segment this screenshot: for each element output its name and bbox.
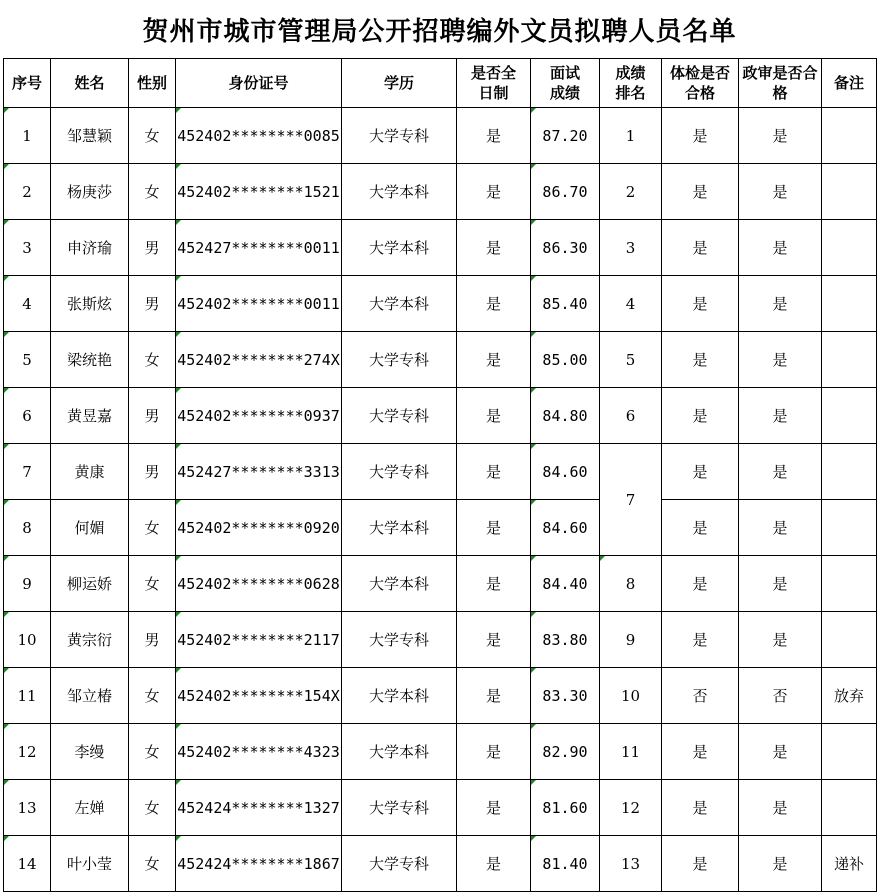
cell-note bbox=[822, 500, 877, 556]
cell-name: 梁统艳 bbox=[51, 332, 129, 388]
cell-note bbox=[822, 556, 877, 612]
cell-fulltime: 是 bbox=[457, 668, 531, 724]
cell-fulltime: 是 bbox=[457, 444, 531, 500]
cell-physical: 是 bbox=[662, 724, 739, 780]
cell-score: 82.90 bbox=[531, 724, 600, 780]
cell-note: 递补 bbox=[822, 836, 877, 892]
col-header-name: 姓名 bbox=[51, 59, 129, 108]
cell-rank: 9 bbox=[600, 612, 662, 668]
cell-gender: 女 bbox=[129, 108, 176, 164]
cell-gender: 男 bbox=[129, 220, 176, 276]
cell-political: 是 bbox=[739, 220, 822, 276]
cell-gender: 女 bbox=[129, 836, 176, 892]
cell-gender: 女 bbox=[129, 724, 176, 780]
cell-political: 是 bbox=[739, 500, 822, 556]
cell-note bbox=[822, 220, 877, 276]
cell-name: 杨庚莎 bbox=[51, 164, 129, 220]
cell-id-number: 452402********0011 bbox=[176, 276, 342, 332]
cell-id-number: 452402********4323 bbox=[176, 724, 342, 780]
cell-physical: 是 bbox=[662, 108, 739, 164]
cell-score: 81.60 bbox=[531, 780, 600, 836]
cell-score: 83.30 bbox=[531, 668, 600, 724]
cell-name: 黄康 bbox=[51, 444, 129, 500]
cell-education: 大学专科 bbox=[342, 612, 457, 668]
cell-rank: 3 bbox=[600, 220, 662, 276]
cell-note bbox=[822, 444, 877, 500]
cell-id-number: 452424********1867 bbox=[176, 836, 342, 892]
col-header-education: 学历 bbox=[342, 59, 457, 108]
cell-physical: 否 bbox=[662, 668, 739, 724]
cell-political: 是 bbox=[739, 612, 822, 668]
cell-physical: 是 bbox=[662, 836, 739, 892]
table-row bbox=[4, 668, 877, 724]
col-header-id: 身份证号 bbox=[176, 59, 342, 108]
cell-id-number: 452427********3313 bbox=[176, 444, 342, 500]
cell-score: 84.40 bbox=[531, 556, 600, 612]
table-row bbox=[4, 164, 877, 220]
cell-gender: 女 bbox=[129, 780, 176, 836]
cell-score: 81.40 bbox=[531, 836, 600, 892]
cell-education: 大学专科 bbox=[342, 444, 457, 500]
cell-rank: 13 bbox=[600, 836, 662, 892]
col-header-no: 序号 bbox=[4, 59, 51, 108]
cell-political: 是 bbox=[739, 836, 822, 892]
cell-political: 是 bbox=[739, 780, 822, 836]
cell-note bbox=[822, 332, 877, 388]
cell-education: 大学本科 bbox=[342, 500, 457, 556]
cell-no: 10 bbox=[4, 612, 51, 668]
table-body bbox=[4, 108, 877, 892]
cell-note bbox=[822, 724, 877, 780]
cell-name: 黄昱嘉 bbox=[51, 388, 129, 444]
col-header-political: 政审是否合格 bbox=[739, 59, 822, 108]
cell-score: 86.70 bbox=[531, 164, 600, 220]
cell-fulltime: 是 bbox=[457, 276, 531, 332]
cell-no: 13 bbox=[4, 780, 51, 836]
cell-fulltime: 是 bbox=[457, 612, 531, 668]
table-row bbox=[4, 780, 877, 836]
cell-no: 7 bbox=[4, 444, 51, 500]
cell-name: 左婵 bbox=[51, 780, 129, 836]
cell-rank: 7 bbox=[600, 444, 662, 556]
cell-physical: 是 bbox=[662, 780, 739, 836]
cell-political: 是 bbox=[739, 556, 822, 612]
cell-note bbox=[822, 276, 877, 332]
cell-rank: 8 bbox=[600, 556, 662, 612]
cell-rank: 11 bbox=[600, 724, 662, 780]
cell-fulltime: 是 bbox=[457, 556, 531, 612]
col-header-rank: 成绩排名 bbox=[600, 59, 662, 108]
cell-name: 叶小莹 bbox=[51, 836, 129, 892]
cell-score: 84.60 bbox=[531, 500, 600, 556]
cell-fulltime: 是 bbox=[457, 108, 531, 164]
cell-gender: 男 bbox=[129, 612, 176, 668]
cell-name: 申济瑜 bbox=[51, 220, 129, 276]
cell-score: 87.20 bbox=[531, 108, 600, 164]
cell-fulltime: 是 bbox=[457, 724, 531, 780]
cell-no: 9 bbox=[4, 556, 51, 612]
cell-gender: 女 bbox=[129, 556, 176, 612]
cell-no: 11 bbox=[4, 668, 51, 724]
cell-no: 1 bbox=[4, 108, 51, 164]
col-header-score: 面试成绩 bbox=[531, 59, 600, 108]
cell-id-number: 452402********2117 bbox=[176, 612, 342, 668]
candidate-table bbox=[3, 58, 877, 892]
table-row bbox=[4, 556, 877, 612]
cell-physical: 是 bbox=[662, 220, 739, 276]
col-header-note: 备注 bbox=[822, 59, 877, 108]
cell-id-number: 452427********0011 bbox=[176, 220, 342, 276]
cell-education: 大学本科 bbox=[342, 220, 457, 276]
table-row bbox=[4, 444, 877, 500]
cell-fulltime: 是 bbox=[457, 164, 531, 220]
cell-score: 83.80 bbox=[531, 612, 600, 668]
cell-education: 大学本科 bbox=[342, 276, 457, 332]
cell-physical: 是 bbox=[662, 388, 739, 444]
cell-gender: 男 bbox=[129, 388, 176, 444]
cell-rank: 5 bbox=[600, 332, 662, 388]
cell-gender: 女 bbox=[129, 332, 176, 388]
cell-no: 8 bbox=[4, 500, 51, 556]
cell-rank: 6 bbox=[600, 388, 662, 444]
cell-fulltime: 是 bbox=[457, 836, 531, 892]
cell-note bbox=[822, 108, 877, 164]
cell-rank: 12 bbox=[600, 780, 662, 836]
cell-gender: 男 bbox=[129, 276, 176, 332]
cell-id-number: 452402********0937 bbox=[176, 388, 342, 444]
cell-physical: 是 bbox=[662, 556, 739, 612]
cell-political: 是 bbox=[739, 388, 822, 444]
cell-education: 大学专科 bbox=[342, 780, 457, 836]
cell-education: 大学本科 bbox=[342, 668, 457, 724]
table-row bbox=[4, 332, 877, 388]
cell-name: 黄宗衍 bbox=[51, 612, 129, 668]
cell-no: 2 bbox=[4, 164, 51, 220]
cell-name: 邹慧颖 bbox=[51, 108, 129, 164]
cell-no: 6 bbox=[4, 388, 51, 444]
cell-note bbox=[822, 164, 877, 220]
cell-political: 否 bbox=[739, 668, 822, 724]
cell-score: 84.60 bbox=[531, 444, 600, 500]
cell-education: 大学本科 bbox=[342, 164, 457, 220]
cell-physical: 是 bbox=[662, 444, 739, 500]
cell-fulltime: 是 bbox=[457, 500, 531, 556]
cell-score: 85.40 bbox=[531, 276, 600, 332]
cell-physical: 是 bbox=[662, 332, 739, 388]
cell-political: 是 bbox=[739, 444, 822, 500]
cell-education: 大学本科 bbox=[342, 724, 457, 780]
col-header-fulltime: 是否全日制 bbox=[457, 59, 531, 108]
cell-fulltime: 是 bbox=[457, 388, 531, 444]
cell-education: 大学本科 bbox=[342, 556, 457, 612]
cell-name: 张斯炫 bbox=[51, 276, 129, 332]
col-header-physical: 体检是否合格 bbox=[662, 59, 739, 108]
cell-score: 86.30 bbox=[531, 220, 600, 276]
cell-fulltime: 是 bbox=[457, 332, 531, 388]
cell-physical: 是 bbox=[662, 164, 739, 220]
cell-political: 是 bbox=[739, 108, 822, 164]
cell-id-number: 452402********1521 bbox=[176, 164, 342, 220]
cell-id-number: 452424********1327 bbox=[176, 780, 342, 836]
cell-rank: 1 bbox=[600, 108, 662, 164]
cell-political: 是 bbox=[739, 276, 822, 332]
cell-political: 是 bbox=[739, 724, 822, 780]
cell-score: 85.00 bbox=[531, 332, 600, 388]
cell-id-number: 452402********0085 bbox=[176, 108, 342, 164]
table-row bbox=[4, 500, 877, 556]
cell-name: 李缦 bbox=[51, 724, 129, 780]
cell-physical: 是 bbox=[662, 612, 739, 668]
col-header-gender: 性别 bbox=[129, 59, 176, 108]
cell-gender: 女 bbox=[129, 500, 176, 556]
table-row bbox=[4, 612, 877, 668]
cell-name: 邹立椿 bbox=[51, 668, 129, 724]
cell-id-number: 452402********0628 bbox=[176, 556, 342, 612]
cell-no: 3 bbox=[4, 220, 51, 276]
cell-no: 5 bbox=[4, 332, 51, 388]
cell-id-number: 452402********0920 bbox=[176, 500, 342, 556]
table-row bbox=[4, 276, 877, 332]
cell-fulltime: 是 bbox=[457, 780, 531, 836]
page-title: 贺州市城市管理局公开招聘编外文员拟聘人员名单 bbox=[142, 16, 737, 47]
cell-education: 大学专科 bbox=[342, 108, 457, 164]
cell-fulltime: 是 bbox=[457, 220, 531, 276]
cell-gender: 男 bbox=[129, 444, 176, 500]
cell-rank: 2 bbox=[600, 164, 662, 220]
cell-political: 是 bbox=[739, 332, 822, 388]
cell-note bbox=[822, 780, 877, 836]
cell-physical: 是 bbox=[662, 276, 739, 332]
table-row bbox=[4, 108, 877, 164]
cell-name: 柳运娇 bbox=[51, 556, 129, 612]
cell-no: 14 bbox=[4, 836, 51, 892]
cell-rank: 10 bbox=[600, 668, 662, 724]
cell-no: 12 bbox=[4, 724, 51, 780]
table-row bbox=[4, 388, 877, 444]
cell-gender: 女 bbox=[129, 164, 176, 220]
table-row bbox=[4, 836, 877, 892]
cell-name: 何媚 bbox=[51, 500, 129, 556]
table-row bbox=[4, 724, 877, 780]
cell-id-number: 452402********154X bbox=[176, 668, 342, 724]
cell-education: 大学专科 bbox=[342, 388, 457, 444]
cell-id-number: 452402********274X bbox=[176, 332, 342, 388]
cell-no: 4 bbox=[4, 276, 51, 332]
cell-gender: 女 bbox=[129, 668, 176, 724]
cell-score: 84.80 bbox=[531, 388, 600, 444]
cell-education: 大学专科 bbox=[342, 332, 457, 388]
cell-education: 大学专科 bbox=[342, 836, 457, 892]
cell-note: 放弃 bbox=[822, 668, 877, 724]
table-row bbox=[4, 220, 877, 276]
cell-note bbox=[822, 612, 877, 668]
header-row bbox=[4, 59, 877, 108]
cell-note bbox=[822, 388, 877, 444]
cell-rank: 4 bbox=[600, 276, 662, 332]
cell-political: 是 bbox=[739, 164, 822, 220]
cell-physical: 是 bbox=[662, 500, 739, 556]
